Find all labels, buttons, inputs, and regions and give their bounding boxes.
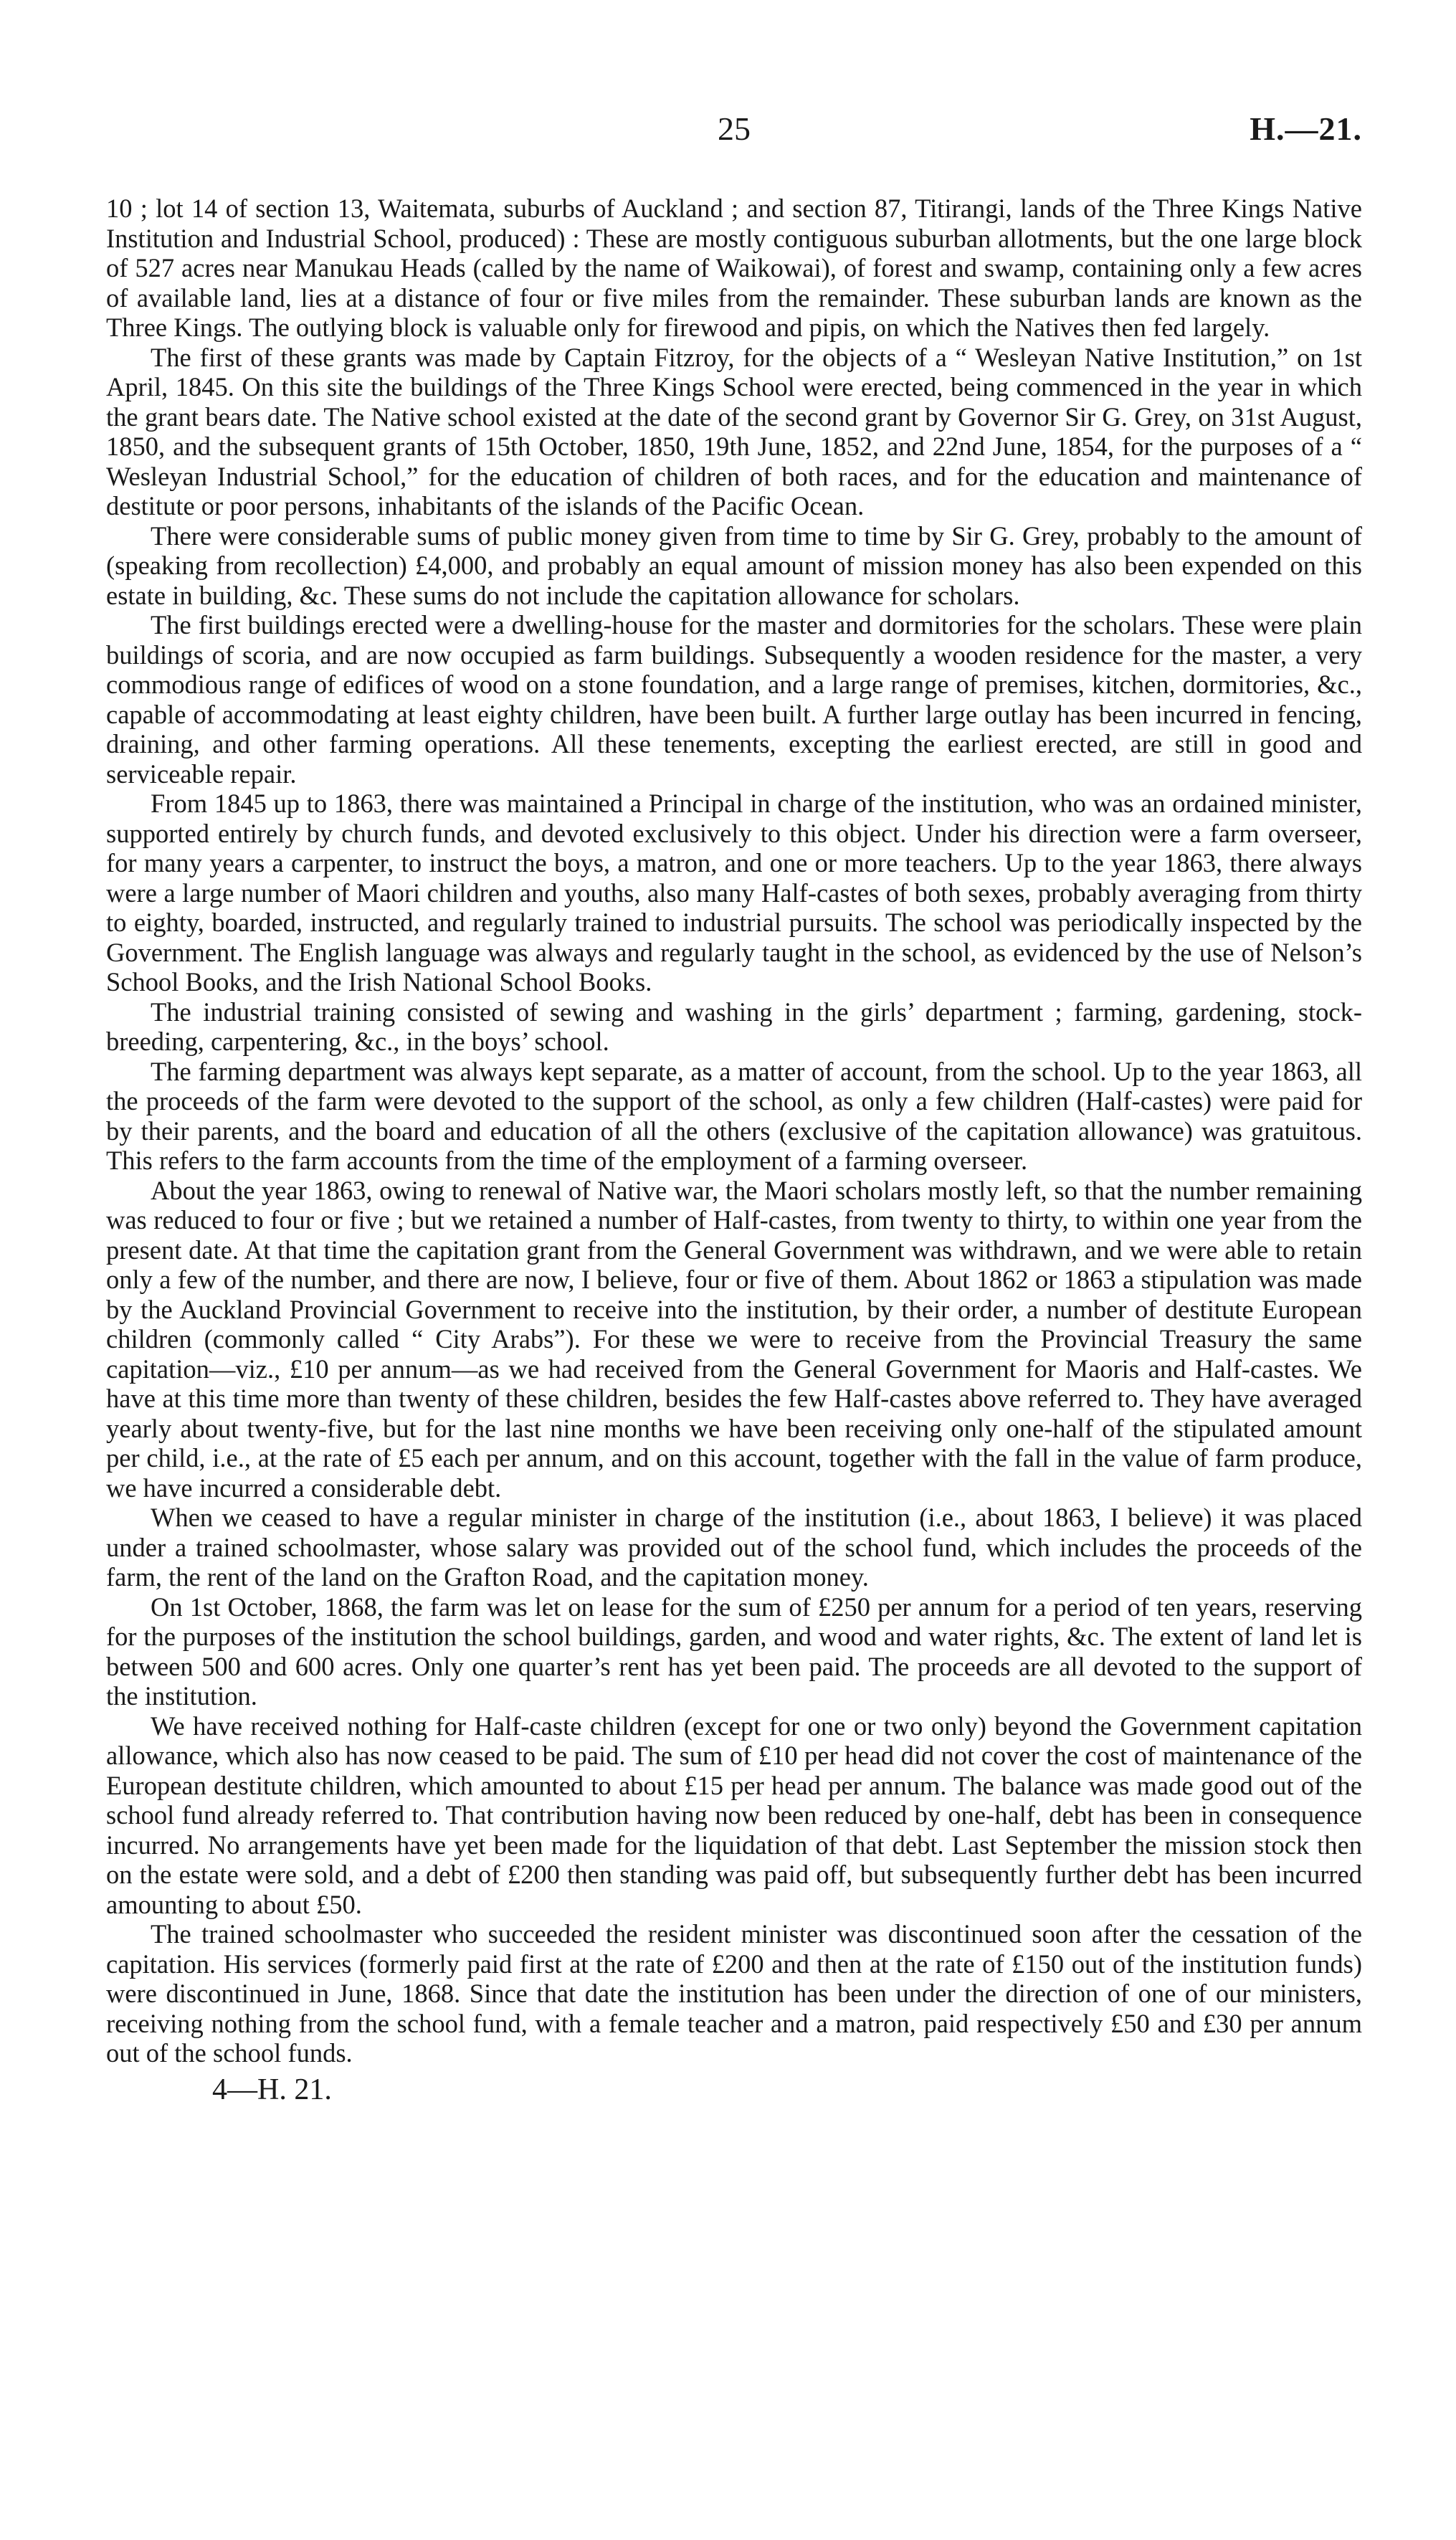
paragraph: There were considerable sums of public money given from time to time by Sir G. Grey, probably to the amount of (speaking from recollection) £4,000, and probably an equal amount of mission money has also been expended on this estate in building, &c. These sums do not include the capitation allowance for scholars.	[106, 520, 1362, 610]
body-text	[106, 194, 1362, 2068]
paragraph: From 1845 up to 1863, there was maintained a Principal in charge of the institution, who was an ordained minister, supported entirely by church funds, and devoted exclusively to this object. Under his direction were a farm overseer, for many years a carpenter, to instruct the boys, a matron, and one or more teachers. Up to the year 1863, there always were a large number of Maori children and youths, also many Half-castes of both sexes, probably averaging from thirty to eighty, boarded, instructed, and regularly trained to industrial pursuits. The school was periodically inspected by the Government. The English language was always and regularly taught in the school, as evidenced by the use of Nelson’s School Books, and the Irish National School Books.	[106, 789, 1362, 997]
document-page	[106, 108, 1362, 2108]
paragraph: We have received nothing for Half-caste children (except for one or two only) beyond the Government capitation allowance, which also has now ceased to be paid. The sum of £10 per head did not cover the cost of maintenance of the European destitute children, which amounted to about £15 per head per annum. The balance was made good out of the school fund already referred to. That contribution having now been reduced by one-half, debt has been in consequence incurred. No arrangements have yet been made for the liquidation of that debt. Last September the mission stock then on the estate were sold, and a debt of £200 then standing was paid off, but subsequently further debt has been incurred amounting to about £50.	[106, 1711, 1362, 1919]
paragraph-continued: 10 ; lot 14 of section 13, Waitemata, suburbs of Auckland ; and section 87, Titirangi, lands of the Three Kings Native Institution and Industrial School, produced) : These are mostly contiguous suburban allotments, but the one large block of 527 acres near Manukau Heads (called by the name of Waikowai), of forest and swamp, containing only a few acres of available land, lies at a distance of four or five miles from the remainder. These suburban lands are known as the Three Kings. The outlying block is valuable only for firewood and pipis, on which the Natives then fed largely.	[106, 194, 1362, 342]
paragraph: When we ceased to have a regular minister in charge of the institution (i.e., about 1863, I believe) it was placed under a trained schoolmaster, whose salary was provided out of the school fund, which includes the proceeds of the farm, the rent of the land on the Grafton Road, and the capitation money.	[106, 1503, 1362, 1592]
paragraph: The first of these grants was made by Captain Fitzroy, for the objects of a “ Wesleyan Native Institution,” on 1st April, 1845. On this site the buildings of the Three Kings School were erected, being commenced in the year in which the grant bears date. The Native school existed at the date of the second grant by Governor Sir G. Grey, on 31st August, 1850, and the subsequent grants of 15th October, 1850, 19th June, 1852, and 22nd June, 1854, for the purposes of a “ Wesleyan Industrial School,” for the education of children of both races, and for the education and maintenance of destitute or poor persons, inhabitants of the islands of the Pacific Ocean.	[106, 342, 1362, 520]
paragraph: On 1st October, 1868, the farm was let on lease for the sum of £250 per annum for a period of ten years, reserving for the purposes of the institution the school buildings, garden, and wood and water rights, &c. The extent of land let is between 500 and 600 acres. Only one quarter’s rent has yet been paid. The proceeds are all devoted to the support of the institution.	[106, 1592, 1362, 1711]
paragraph: The trained schoolmaster who succeeded the resident minister was discontinued soon after the cessation of the capitation. His services (formerly paid first at the rate of £200 and then at the rate of £150 out of the institution funds) were discontinued in June, 1868. Since that date the institution has been under the direction of one of our ministers, receiving nothing from the school fund, with a female teacher and a matron, paid respectively £50 and £30 per annum out of the school funds.	[106, 1919, 1362, 2068]
paper-reference: H.—21.	[1250, 110, 1362, 147]
paragraph: The first buildings erected were a dwelling-house for the master and dormitories for the scholars. These were plain buildings of scoria, and are now occupied as farm buildings. Subsequently a wooden residence for the master, a very commodious range of edifices of wood on a stone foundation, and a large range of premises, kitchen, dormitories, &c., capable of accommodating at least eighty children, have been built. A further large outlay has been incurred in fencing, draining, and other farming operations. All these tenements, excepting the earliest erected, are still in good and serviceable repair.	[106, 610, 1362, 789]
paragraph: The industrial training consisted of sewing and washing in the girls’ department ; farming, gardening, stock-breeding, carpentering, &c., in the boys’ school.	[106, 997, 1362, 1056]
page-header	[106, 108, 1362, 165]
page-number: 25	[718, 110, 751, 147]
signature-mark: 4—H. 21.	[212, 2073, 332, 2106]
paragraph: About the year 1863, owing to renewal of Native war, the Maori scholars mostly left, so that the number remaining was reduced to four or five ; but we retained a number of Half-castes, from twenty to thirty, to within one year from the present date. At that time the capitation grant from the General Government was withdrawn, and we were able to retain only a few of the number, and there are now, I believe, four or five of them. About 1862 or 1863 a stipulation was made by the Auckland Provincial Government to receive into the institution, by their order, a number of destitute European children (commonly called “ City Arabs”). For these we were to receive from the Provincial Treasury the same capitation—viz., £10 per annum—as we had received from the General Government for Maoris and Half-castes. We have at this time more than twenty of these children, besides the few Half-castes above referred to. They have averaged yearly about twenty-five, but for the last nine months we have been receiving only one-half of the stipulated amount per child, i.e., at the rate of £5 each per annum, and on this account, together with the fall in the value of farm produce, we have incurred a considerable debt.	[106, 1175, 1362, 1503]
paragraph: The farming department was always kept separate, as a matter of account, from the school. Up to the year 1863, all the proceeds of the farm were devoted to the support of the school, as only a few children (Half-castes) were paid for by their parents, and the board and education of all the others (exclusive of the capitation allowance) was gratuitous. This refers to the farm accounts from the time of the employment of a farming overseer.	[106, 1056, 1362, 1175]
